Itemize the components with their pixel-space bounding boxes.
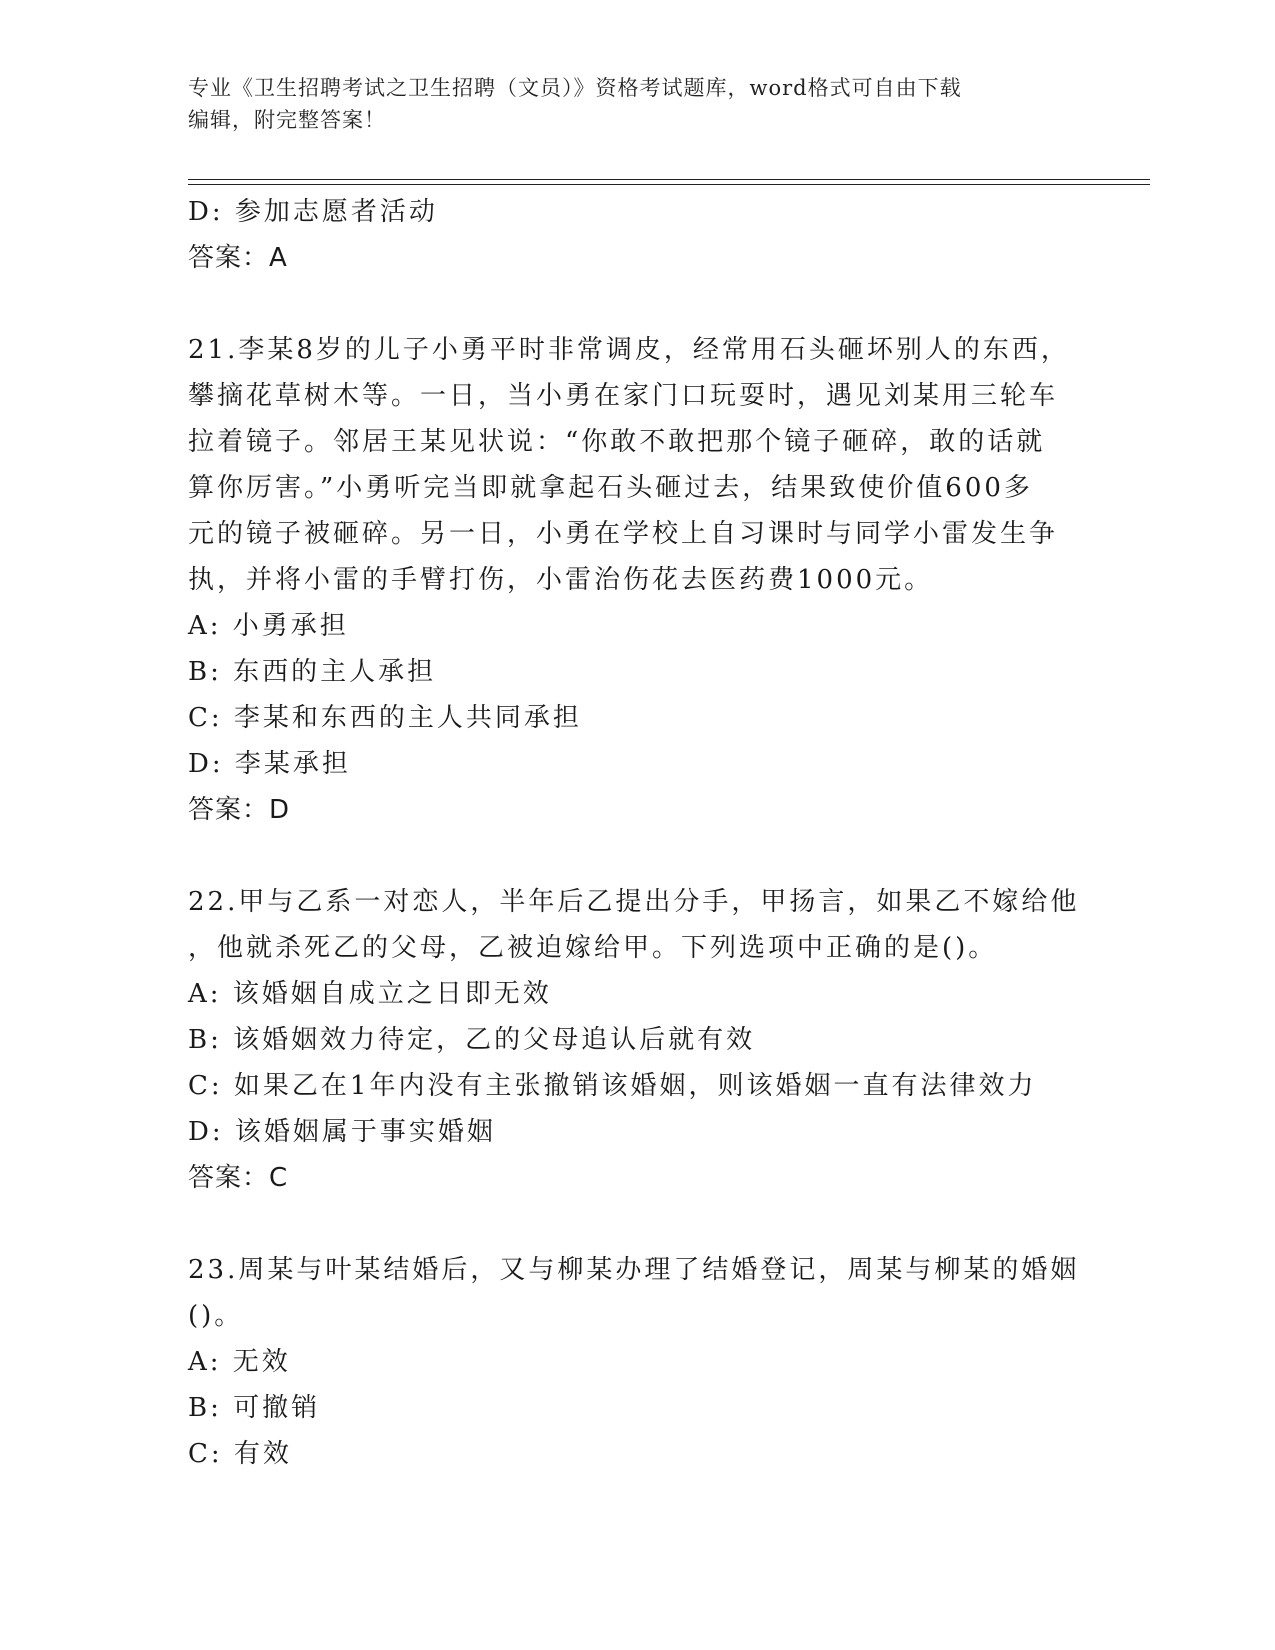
option-b: B: 东西的主人承担 [188,657,437,687]
spacer [188,1201,1088,1247]
question-text-line: 攀摘花草树木等。一日，当小勇在家门口玩耍时，遇见刘某用三轮车 [188,381,1059,411]
question-block [188,879,1088,1201]
header-line-1: 专业《卫生招聘考试之卫生招聘（文员）》资格考试题库，word格式可自由下载 [188,76,962,100]
spacer [188,281,1088,327]
question-block [188,327,1088,833]
question-text-line: 算你厉害。”小勇听完当即就拿起石头砸过去，结果致使价值600多 [188,473,1033,503]
option-d: D: 该婚姻属于事实婚姻 [188,1117,496,1147]
option-d: D: 李某承担 [188,749,351,779]
option-b: B: 可撤销 [188,1393,321,1423]
answer-label: 答案：A [188,243,288,273]
option-c: C: 有效 [188,1439,292,1469]
header-rule-bottom [188,184,1150,185]
page-header [188,72,1088,136]
option-a: A: 无效 [188,1347,291,1377]
question-text-line: ，他就杀死乙的父母，乙被迫嫁给甲。下列选项中正确的是()。 [188,933,998,963]
option-a: A: 该婚姻自成立之日即无效 [188,979,552,1009]
question-text-line: 元的镜子被砸碎。另一日，小勇在学校上自习课时与同学小雷发生争 [188,519,1059,549]
option-b: B: 该婚姻效力待定，乙的父母追认后就有效 [188,1025,756,1055]
header-rule-top [188,179,1150,180]
document-body [188,189,1088,1477]
option-c: C: 如果乙在1年内没有主张撤销该婚姻，则该婚姻一直有法律效力 [188,1071,1037,1101]
question-text-line: 执，并将小雷的手臂打伤，小雷治伤花去医药费1000元。 [188,565,934,595]
answer-label: 答案：C [188,1163,289,1193]
question-text-line: ()。 [188,1301,244,1331]
question-text-line: 23.周某与叶某结婚后，又与柳某办理了结婚登记，周某与柳某的婚姻 [188,1255,1080,1285]
option-a: A: 小勇承担 [188,611,349,641]
question-text-line: 22.甲与乙系一对恋人，半年后乙提出分手，甲扬言，如果乙不嫁给他 [188,887,1080,917]
option-c: C: 李某和东西的主人共同承担 [188,703,582,733]
option-d: D: 参加志愿者活动 [188,197,438,227]
answer-label: 答案：D [188,795,291,825]
question-block [188,1247,1088,1477]
spacer [188,833,1088,879]
question-text-line: 21.李某8岁的儿子小勇平时非常调皮，经常用石头砸坏别人的东西， [188,335,1070,365]
header-line-2: 编辑，附完整答案！ [188,108,386,132]
question-text-line: 拉着镜子。邻居王某见状说：“你敢不敢把那个镜子砸碎，敢的话就 [188,427,1046,457]
